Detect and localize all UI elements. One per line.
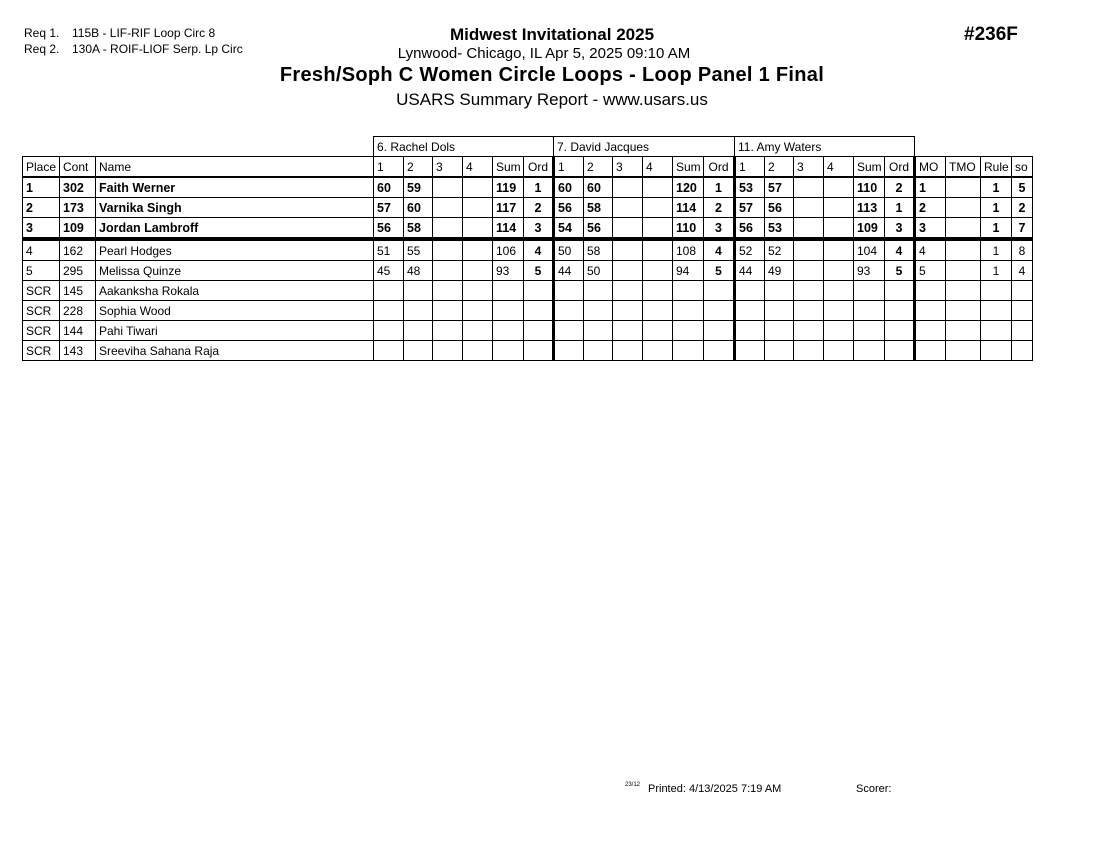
table-row xyxy=(23,301,1033,321)
score-cell xyxy=(463,321,493,341)
table-row xyxy=(23,341,1033,361)
rule-cell xyxy=(981,341,1012,361)
score-cell: 58 xyxy=(584,198,613,218)
score-cell xyxy=(463,261,493,281)
score-cell xyxy=(613,261,643,281)
score-cell: 52 xyxy=(765,239,794,261)
name-cell: Aakanksha Rokala xyxy=(96,281,374,301)
score-cell xyxy=(613,281,643,301)
score-cell xyxy=(463,281,493,301)
so-cell xyxy=(1012,281,1033,301)
sum-cell xyxy=(854,341,885,361)
table-row xyxy=(23,281,1033,301)
score-cell xyxy=(824,198,854,218)
rule-cell: 1 xyxy=(981,177,1012,198)
cont-cell: 228 xyxy=(60,301,96,321)
col-ord: Ord xyxy=(885,157,915,178)
score-cell: 56 xyxy=(765,198,794,218)
col-name: Name xyxy=(96,157,374,178)
score-cell xyxy=(404,321,433,341)
cont-cell: 145 xyxy=(60,281,96,301)
place-cell: 4 xyxy=(23,239,60,261)
printed-timestamp: Printed: 4/13/2025 7:19 AM xyxy=(648,783,782,795)
mo-cell: 3 xyxy=(915,218,946,240)
ord-cell: 5 xyxy=(524,261,554,281)
ord-cell: 1 xyxy=(524,177,554,198)
ord-cell: 4 xyxy=(524,239,554,261)
score-cell xyxy=(374,301,404,321)
score-cell xyxy=(433,321,463,341)
tmo-cell xyxy=(946,321,981,341)
name-cell: Sophia Wood xyxy=(96,301,374,321)
tmo-cell xyxy=(946,218,981,240)
table-row xyxy=(23,177,1033,198)
col-score-4: 4 xyxy=(463,157,493,178)
score-cell xyxy=(735,301,765,321)
mo-cell xyxy=(915,341,946,361)
score-cell xyxy=(433,198,463,218)
score-cell xyxy=(643,261,673,281)
rule-cell: 1 xyxy=(981,218,1012,240)
score-cell: 53 xyxy=(735,177,765,198)
score-cell: 55 xyxy=(404,239,433,261)
competition-title: Midwest Invitational 2025 xyxy=(449,25,655,44)
score-cell: 57 xyxy=(765,177,794,198)
col-sum: Sum xyxy=(493,157,524,178)
mo-cell: 4 xyxy=(915,239,946,261)
sum-cell: 104 xyxy=(854,239,885,261)
name-cell: Pearl Hodges xyxy=(96,239,374,261)
score-cell xyxy=(824,218,854,240)
score-cell xyxy=(643,341,673,361)
score-cell xyxy=(433,239,463,261)
sum-cell: 106 xyxy=(493,239,524,261)
name-cell: Sreeviha Sahana Raja xyxy=(96,341,374,361)
ord-cell: 2 xyxy=(704,198,735,218)
mo-cell xyxy=(915,321,946,341)
col-ord: Ord xyxy=(704,157,735,178)
cont-cell: 109 xyxy=(60,218,96,240)
sum-cell xyxy=(493,301,524,321)
so-cell xyxy=(1012,341,1033,361)
cont-cell: 143 xyxy=(60,341,96,361)
score-cell xyxy=(554,301,584,321)
judge-name: 11. Amy Waters xyxy=(735,137,915,157)
mo-cell: 1 xyxy=(915,177,946,198)
score-cell xyxy=(613,321,643,341)
score-cell: 51 xyxy=(374,239,404,261)
tmo-cell xyxy=(946,177,981,198)
score-cell xyxy=(433,301,463,321)
col-score-3: 3 xyxy=(613,157,643,178)
cont-cell: 162 xyxy=(60,239,96,261)
sum-cell: 120 xyxy=(673,177,704,198)
cont-cell: 295 xyxy=(60,261,96,281)
score-cell xyxy=(554,341,584,361)
col-place: Place xyxy=(23,157,60,178)
judge-header-row xyxy=(23,137,1033,157)
rule-cell: 1 xyxy=(981,261,1012,281)
score-cell: 57 xyxy=(374,198,404,218)
report-title: USARS Summary Report - www.usars.us xyxy=(396,90,708,109)
ord-cell xyxy=(704,281,735,301)
sum-cell xyxy=(493,281,524,301)
requirement-text: 115B - LIF-RIF Loop Circ 8 xyxy=(72,26,216,40)
score-cell xyxy=(735,321,765,341)
rule-cell xyxy=(981,281,1012,301)
mo-cell: 5 xyxy=(915,261,946,281)
score-cell xyxy=(794,198,824,218)
col-score-4: 4 xyxy=(824,157,854,178)
ord-cell: 1 xyxy=(704,177,735,198)
score-cell xyxy=(433,261,463,281)
score-cell xyxy=(404,301,433,321)
col-score-3: 3 xyxy=(794,157,824,178)
score-cell xyxy=(463,341,493,361)
score-cell: 60 xyxy=(584,177,613,198)
col-score-1: 1 xyxy=(735,157,765,178)
score-cell xyxy=(824,321,854,341)
col-mo: MO xyxy=(915,157,946,178)
ord-cell: 2 xyxy=(524,198,554,218)
ord-cell: 3 xyxy=(885,218,915,240)
event-name: Fresh/Soph C Women Circle Loops - Loop Panel 1 Final xyxy=(279,64,825,86)
rule-cell: 1 xyxy=(981,239,1012,261)
score-cell xyxy=(794,177,824,198)
score-cell xyxy=(374,281,404,301)
score-cell xyxy=(794,218,824,240)
score-cell: 54 xyxy=(554,218,584,240)
col-score-2: 2 xyxy=(404,157,433,178)
place-cell: SCR xyxy=(23,341,60,361)
score-cell xyxy=(765,281,794,301)
tmo-cell xyxy=(946,281,981,301)
score-cell xyxy=(613,198,643,218)
score-cell xyxy=(584,321,613,341)
sum-cell: 93 xyxy=(854,261,885,281)
score-cell: 57 xyxy=(735,198,765,218)
requirement-label: Req 2. xyxy=(24,42,60,56)
scorer-label: Scorer: xyxy=(856,783,892,795)
table-row xyxy=(23,321,1033,341)
col-score-1: 1 xyxy=(554,157,584,178)
score-cell xyxy=(735,281,765,301)
sum-cell xyxy=(673,301,704,321)
sum-cell xyxy=(673,341,704,361)
ord-cell xyxy=(524,321,554,341)
score-cell: 48 xyxy=(404,261,433,281)
score-cell xyxy=(765,301,794,321)
col-so: so xyxy=(1012,157,1033,178)
ord-cell xyxy=(704,321,735,341)
ord-cell: 5 xyxy=(704,261,735,281)
score-cell: 59 xyxy=(404,177,433,198)
rule-cell xyxy=(981,321,1012,341)
col-score-2: 2 xyxy=(584,157,613,178)
score-cell xyxy=(433,218,463,240)
score-cell xyxy=(613,218,643,240)
score-cell: 60 xyxy=(374,177,404,198)
score-cell xyxy=(584,341,613,361)
event-number: #236F xyxy=(964,24,1018,45)
score-cell xyxy=(794,341,824,361)
table-row xyxy=(23,261,1033,281)
score-cell: 56 xyxy=(554,198,584,218)
sum-cell: 110 xyxy=(673,218,704,240)
sum-cell: 117 xyxy=(493,198,524,218)
place-cell: SCR xyxy=(23,281,60,301)
score-cell: 58 xyxy=(584,239,613,261)
score-cell xyxy=(584,301,613,321)
name-cell: Melissa Quinze xyxy=(96,261,374,281)
sum-cell xyxy=(673,281,704,301)
cont-cell: 173 xyxy=(60,198,96,218)
sum-cell xyxy=(493,321,524,341)
score-cell: 44 xyxy=(554,261,584,281)
score-cell xyxy=(374,341,404,361)
score-cell xyxy=(613,301,643,321)
col-ord: Ord xyxy=(524,157,554,178)
place-cell: 5 xyxy=(23,261,60,281)
score-cell xyxy=(584,281,613,301)
so-cell xyxy=(1012,321,1033,341)
sum-cell xyxy=(673,321,704,341)
col-sum: Sum xyxy=(673,157,704,178)
score-cell: 60 xyxy=(404,198,433,218)
ord-cell: 3 xyxy=(524,218,554,240)
judge-name: 7. David Jacques xyxy=(554,137,735,157)
ord-cell: 4 xyxy=(704,239,735,261)
score-cell xyxy=(463,239,493,261)
col-score-1: 1 xyxy=(374,157,404,178)
so-cell: 2 xyxy=(1012,198,1033,218)
sum-cell: 110 xyxy=(854,177,885,198)
ord-cell xyxy=(524,301,554,321)
rule-cell xyxy=(981,301,1012,321)
score-cell xyxy=(554,321,584,341)
so-cell: 4 xyxy=(1012,261,1033,281)
tmo-cell xyxy=(946,341,981,361)
ord-cell xyxy=(704,341,735,361)
ord-cell xyxy=(885,341,915,361)
score-cell xyxy=(824,301,854,321)
col-score-3: 3 xyxy=(433,157,463,178)
mo-cell xyxy=(915,301,946,321)
competition-location-date: Lynwood- Chicago, IL Apr 5, 2025 09:10 AM xyxy=(397,45,691,62)
score-cell: 56 xyxy=(584,218,613,240)
table-row xyxy=(23,198,1033,218)
tmo-cell xyxy=(946,239,981,261)
sum-cell: 109 xyxy=(854,218,885,240)
score-cell xyxy=(643,218,673,240)
ord-cell xyxy=(885,281,915,301)
sum-cell: 108 xyxy=(673,239,704,261)
ord-cell: 1 xyxy=(885,198,915,218)
judge-name: 6. Rachel Dols xyxy=(374,137,554,157)
ord-cell: 2 xyxy=(885,177,915,198)
col-rule: Rule xyxy=(981,157,1012,178)
score-cell: 50 xyxy=(584,261,613,281)
ord-cell: 5 xyxy=(885,261,915,281)
score-cell xyxy=(824,341,854,361)
place-cell: SCR xyxy=(23,301,60,321)
score-cell xyxy=(794,321,824,341)
score-cell xyxy=(613,239,643,261)
score-cell xyxy=(463,198,493,218)
table-row xyxy=(23,218,1033,240)
col-cont: Cont xyxy=(60,157,96,178)
rule-cell: 1 xyxy=(981,198,1012,218)
ord-cell xyxy=(885,321,915,341)
col-score-4: 4 xyxy=(643,157,673,178)
score-cell xyxy=(643,301,673,321)
score-cell xyxy=(765,341,794,361)
ord-cell: 4 xyxy=(885,239,915,261)
ord-cell xyxy=(704,301,735,321)
ord-cell xyxy=(524,341,554,361)
score-cell xyxy=(374,321,404,341)
score-cell: 56 xyxy=(374,218,404,240)
tmo-cell xyxy=(946,198,981,218)
place-cell: 1 xyxy=(23,177,60,198)
score-cell xyxy=(765,321,794,341)
score-cell xyxy=(824,177,854,198)
score-cell xyxy=(794,261,824,281)
cont-cell: 144 xyxy=(60,321,96,341)
name-cell: Faith Werner xyxy=(96,177,374,198)
sum-cell: 114 xyxy=(493,218,524,240)
sum-cell xyxy=(854,321,885,341)
score-cell: 50 xyxy=(554,239,584,261)
mo-cell xyxy=(915,281,946,301)
score-cell: 56 xyxy=(735,218,765,240)
score-cell xyxy=(613,341,643,361)
sum-cell: 119 xyxy=(493,177,524,198)
score-cell xyxy=(643,281,673,301)
requirement-text: 130A - ROIF-LIOF Serp. Lp Circ xyxy=(72,42,243,56)
score-cell xyxy=(824,281,854,301)
tmo-cell xyxy=(946,301,981,321)
score-cell: 49 xyxy=(765,261,794,281)
cont-cell: 302 xyxy=(60,177,96,198)
sum-cell xyxy=(854,281,885,301)
score-cell: 52 xyxy=(735,239,765,261)
score-cell xyxy=(463,218,493,240)
score-cell xyxy=(643,177,673,198)
sum-cell: 113 xyxy=(854,198,885,218)
score-cell xyxy=(554,281,584,301)
score-cell xyxy=(463,177,493,198)
score-cell: 60 xyxy=(554,177,584,198)
col-tmo: TMO xyxy=(946,157,981,178)
place-cell: 3 xyxy=(23,218,60,240)
ord-cell: 3 xyxy=(704,218,735,240)
sum-cell: 93 xyxy=(493,261,524,281)
score-cell xyxy=(794,301,824,321)
results-table xyxy=(22,136,1033,361)
so-cell xyxy=(1012,301,1033,321)
so-cell: 5 xyxy=(1012,177,1033,198)
ord-cell xyxy=(524,281,554,301)
score-cell xyxy=(433,177,463,198)
name-cell: Jordan Lambroff xyxy=(96,218,374,240)
score-cell xyxy=(613,177,643,198)
col-sum: Sum xyxy=(854,157,885,178)
score-cell: 45 xyxy=(374,261,404,281)
tmo-cell xyxy=(946,261,981,281)
score-cell: 58 xyxy=(404,218,433,240)
mo-cell: 2 xyxy=(915,198,946,218)
table-row xyxy=(23,239,1033,261)
sum-cell xyxy=(854,301,885,321)
ord-cell xyxy=(885,301,915,321)
score-cell xyxy=(643,239,673,261)
score-cell xyxy=(643,198,673,218)
score-cell xyxy=(794,239,824,261)
place-cell: 2 xyxy=(23,198,60,218)
score-cell: 53 xyxy=(765,218,794,240)
column-header-row xyxy=(23,157,1033,178)
name-cell: Pahi Tiwari xyxy=(96,321,374,341)
col-score-2: 2 xyxy=(765,157,794,178)
score-cell xyxy=(735,341,765,361)
score-cell xyxy=(433,281,463,301)
so-cell: 7 xyxy=(1012,218,1033,240)
score-cell xyxy=(643,321,673,341)
score-cell xyxy=(433,341,463,361)
score-cell: 44 xyxy=(735,261,765,281)
score-cell xyxy=(824,261,854,281)
place-cell: SCR xyxy=(23,321,60,341)
score-cell xyxy=(404,281,433,301)
score-cell xyxy=(463,301,493,321)
score-cell xyxy=(824,239,854,261)
name-cell: Varnika Singh xyxy=(96,198,374,218)
sum-cell: 114 xyxy=(673,198,704,218)
sum-cell xyxy=(493,341,524,361)
requirement-label: Req 1. xyxy=(24,26,60,40)
so-cell: 8 xyxy=(1012,239,1033,261)
score-cell xyxy=(404,341,433,361)
score-cell xyxy=(794,281,824,301)
footer-code: 23/12 xyxy=(625,782,641,788)
sum-cell: 94 xyxy=(673,261,704,281)
